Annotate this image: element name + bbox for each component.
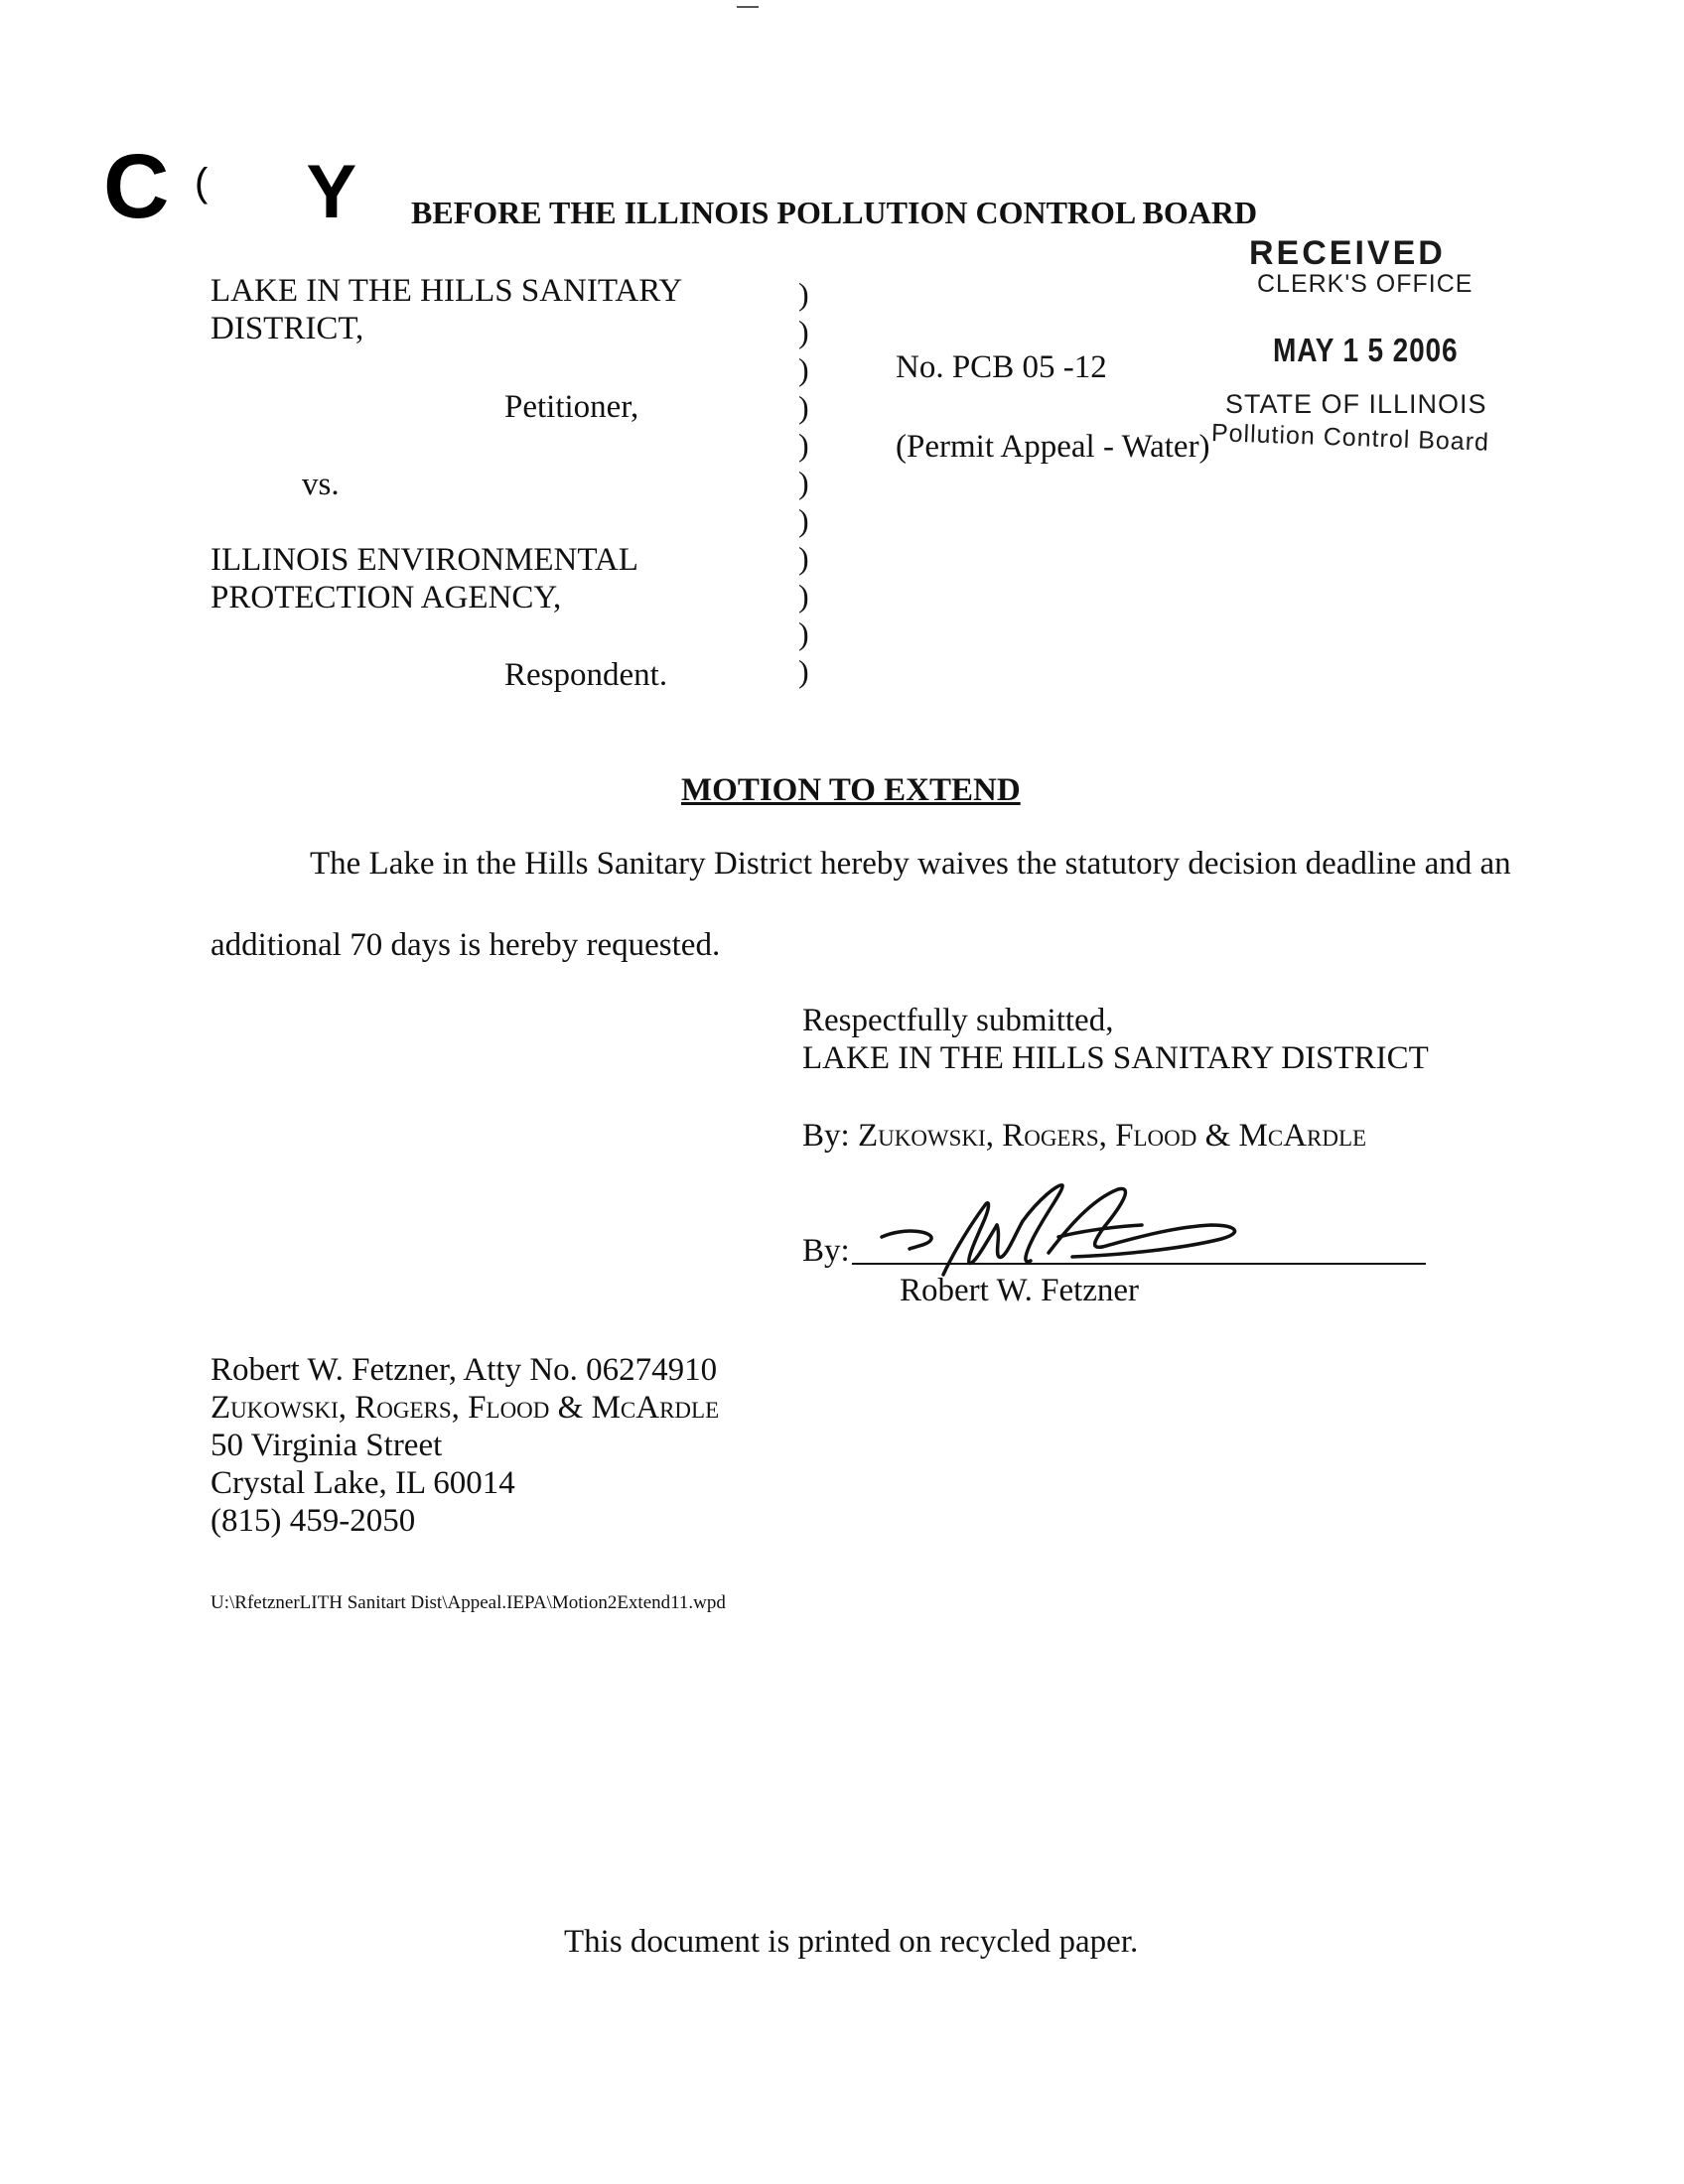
caption-paren: ) — [798, 465, 809, 500]
footer-note: This document is printed on recycled paper. — [564, 1924, 1139, 1960]
copy-stamp — [103, 135, 356, 239]
motion-body-line1: The Lake in the Hills Sanitary District hereby waives the statutory decision deadline and an — [310, 846, 1511, 882]
caption-paren: ) — [798, 615, 809, 651]
petitioner-name-line1: LAKE IN THE HILLS SANITARY — [210, 273, 683, 309]
petitioner-role: Petitioner, — [504, 389, 639, 425]
submitting-party: LAKE IN THE HILLS SANITARY DISTRICT — [802, 1040, 1429, 1076]
caption-paren: ) — [798, 351, 809, 387]
motion-body-line2: additional 70 days is hereby requested. — [210, 927, 721, 963]
caption-paren: ) — [798, 502, 809, 538]
attorney-line4: Crystal Lake, IL 60014 — [210, 1465, 515, 1501]
motion-title: MOTION TO EXTEND — [681, 772, 1021, 808]
copy-stamp-left: C — [103, 136, 170, 237]
firm-line — [802, 1120, 1366, 1153]
received-stamp-state: STATE OF ILLINOIS — [1225, 389, 1487, 419]
received-stamp-office: CLERK'S OFFICE — [1257, 270, 1474, 298]
attorney-line5: (815) 459-2050 — [210, 1503, 416, 1539]
respondent-role: Respondent. — [504, 657, 668, 693]
attorney-line2: Zukowski, Rogers, Flood & McArdle — [210, 1390, 720, 1426]
copy-stamp-right: Y — [306, 150, 357, 234]
firm-prefix: By: — [802, 1118, 850, 1154]
board-heading: BEFORE THE ILLINOIS POLLUTION CONTROL BOARD — [411, 195, 1258, 230]
caption-paren: ) — [798, 653, 809, 689]
file-path: U:\RfetznerLITH Sanitart Dist\Appeal.IEPA\Motion2Extend11.wpd — [210, 1592, 726, 1613]
caption-paren: ) — [798, 276, 809, 312]
petitioner-name-line2: DISTRICT, — [210, 311, 364, 346]
received-stamp-board: Pollution Control Board — [1210, 419, 1490, 457]
received-stamp-title: RECEIVED — [1249, 234, 1446, 272]
signature-by-label: By: — [802, 1233, 850, 1269]
handwritten-signature — [874, 1175, 1271, 1285]
case-number: No. PCB 05 -12 — [896, 349, 1107, 385]
case-type: (Permit Appeal - Water) — [896, 429, 1210, 465]
versus: vs. — [302, 467, 340, 502]
signer-name: Robert W. Fetzner — [900, 1273, 1140, 1308]
attorney-line3: 50 Virginia Street — [210, 1428, 443, 1463]
attorney-line1: Robert W. Fetzner, Atty No. 06274910 — [210, 1352, 718, 1388]
copy-stamp-mid: ( — [195, 161, 209, 205]
respondent-name-line1: ILLINOIS ENVIRONMENTAL — [210, 542, 638, 578]
received-stamp-date: MAY 1 5 2006 — [1273, 332, 1459, 368]
caption-paren: ) — [798, 314, 809, 349]
caption-paren: ) — [798, 389, 809, 425]
closing: Respectfully submitted, — [802, 1003, 1114, 1038]
caption-paren: ) — [798, 540, 809, 576]
respondent-name-line2: PROTECTION AGENCY, — [210, 580, 562, 615]
firm-name: Zukowski, Rogers, Flood & McArdle — [857, 1118, 1367, 1154]
caption-paren: ) — [798, 427, 809, 463]
top-mark — [737, 6, 759, 8]
caption-paren: ) — [798, 578, 809, 614]
